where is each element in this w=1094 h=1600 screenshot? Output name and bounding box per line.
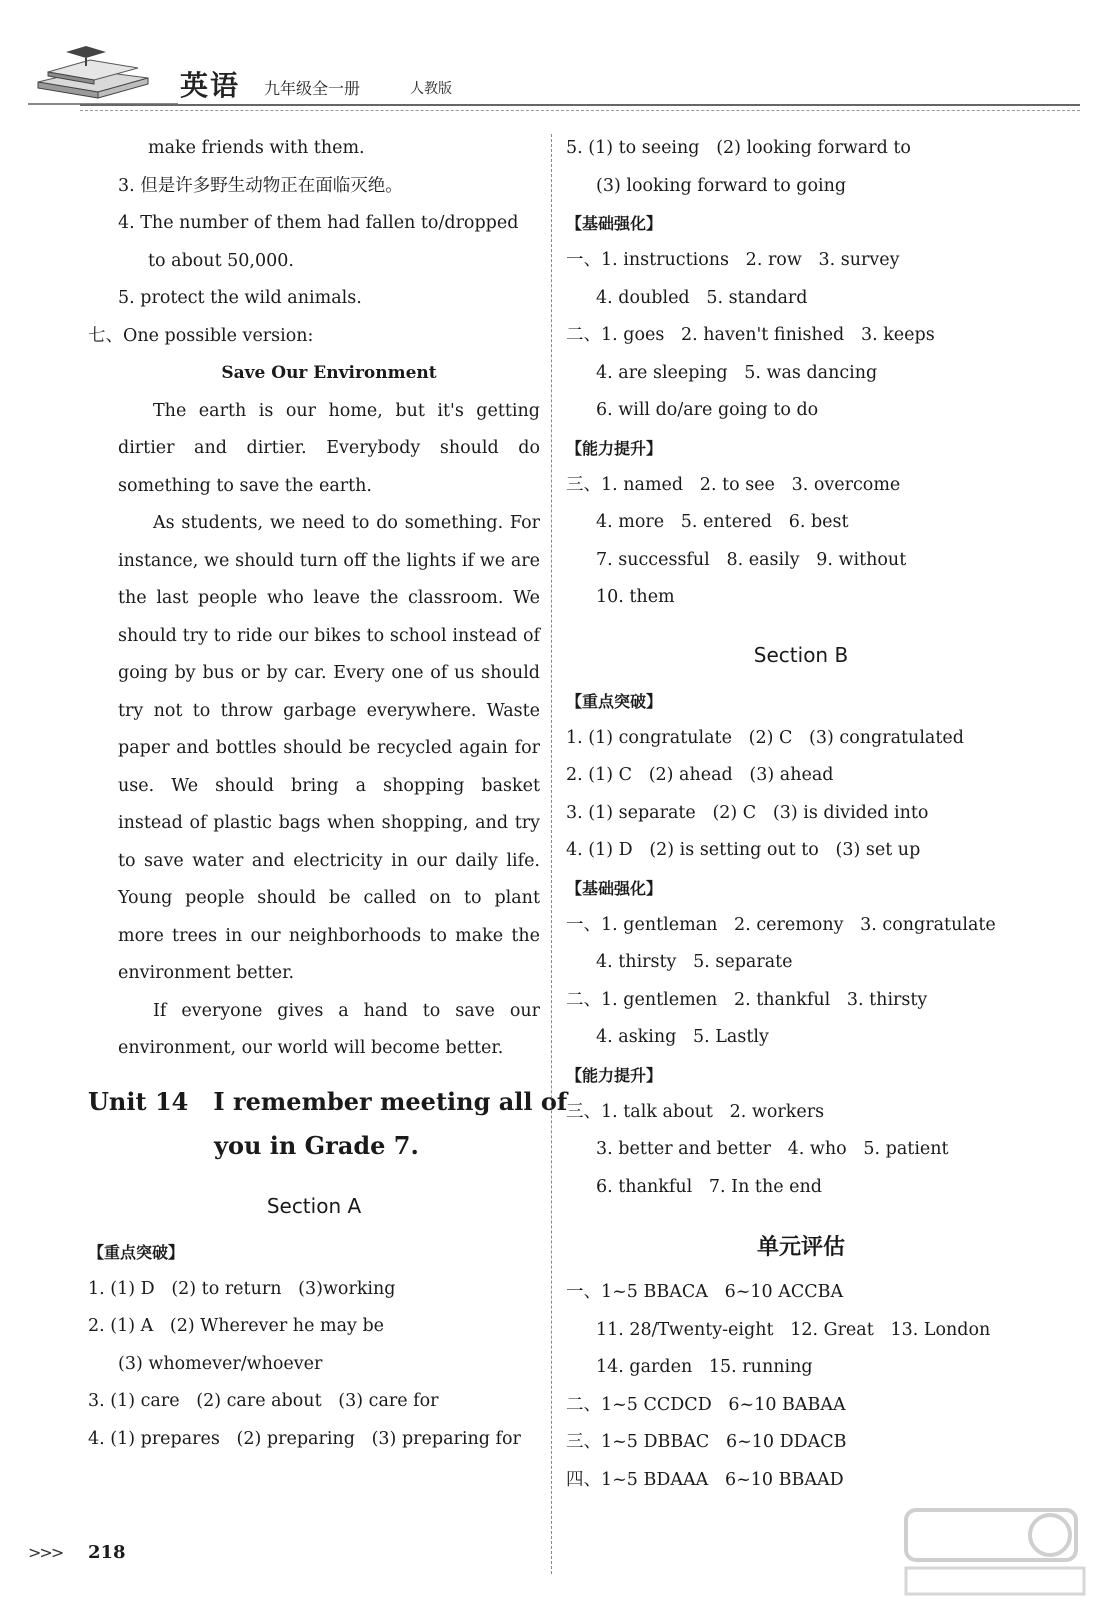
essay <box>88 355 540 1068</box>
unit-title-line2: you in Grade 7. <box>214 1130 419 1160</box>
tag-ability-improve: 【能力提升】 <box>566 438 663 458</box>
essay-paragraph: If everyone gives a hand to save our environment, our world will become better. <box>118 1000 540 1058</box>
section-b-heading: Section B <box>753 642 849 667</box>
grade-label: 九年级全一册 <box>264 79 361 98</box>
answer-line: 5. protect the wild animals. <box>118 288 362 308</box>
answer-line: 10. them <box>596 587 675 607</box>
header-rule <box>80 104 1080 106</box>
books-logo-icon <box>28 42 178 110</box>
answer-line: 四、1~5 BDAAA 6~10 BBAAD <box>566 1469 844 1490</box>
answer-line: (3) looking forward to going <box>596 175 847 196</box>
answer-line: 七、One possible version: <box>88 325 314 346</box>
page-number: 218 <box>88 1542 126 1563</box>
answer-line: 4. asking 5. Lastly <box>596 1027 769 1047</box>
answer-line: 三、1. named 2. to see 3. overcome <box>566 474 901 495</box>
answer-line: 3. (1) care (2) care about (3) care for <box>88 1391 439 1411</box>
unit-title-line1: Unit 14 I remember meeting all of <box>88 1086 568 1116</box>
answer-line: 4. are sleeping 5. was dancing <box>596 362 878 383</box>
answer-line: 6. will do/are going to do <box>596 400 819 420</box>
answer-line: 二、1. gentlemen 2. thankful 3. thirsty <box>566 989 928 1010</box>
answer-line: 4. more 5. entered 6. best <box>596 512 849 532</box>
tag-ability-improve: 【能力提升】 <box>566 1065 663 1085</box>
answer-line: 5. (1) to seeing (2) looking forward to <box>566 138 911 158</box>
answer-line: 1. (1) D (2) to return (3)working <box>88 1278 396 1299</box>
answer-line: 二、1~5 CCDCD 6~10 BABAA <box>566 1394 846 1415</box>
edition-label: 人教版 <box>410 81 452 97</box>
answer-line: 6. thankful 7. In the end <box>596 1176 822 1197</box>
answer-line: 14. garden 15. running <box>596 1357 813 1377</box>
answer-line: 2. (1) A (2) Wherever he may be <box>88 1316 385 1336</box>
answer-line: 4. thirsty 5. separate <box>596 952 793 972</box>
answer-line: 1. (1) congratulate (2) C (3) congratulated <box>566 727 964 748</box>
answer-line: 3. 但是许多野生动物正在面临灭绝。 <box>118 175 403 196</box>
answer-line: 4. doubled 5. standard <box>596 287 808 308</box>
answer-line: 7. successful 8. easily 9. without <box>596 549 907 570</box>
answer-line: 一、1. gentleman 2. ceremony 3. congratulate <box>566 914 996 935</box>
answer-line: 一、1~5 BBACA 6~10 ACCBA <box>566 1282 844 1302</box>
essay-paragraph: As students, we need to do something. For instance, we should turn off the lights if we are the last people who leave the classroom. We should try to ride our bikes to school instead of going by bus or by car. Every one of us should try not to throw garbage everywhere. Waste paper and bottles should be recycled again for use. We should bring a shopping basket instead of plastic bags when shopping, and try to save water and electricity in our daily life. Young people should be called on to plant more trees in our neighborhoods to make the environment better. <box>118 513 540 983</box>
subject-title: 英语 <box>180 69 241 102</box>
answer-line: 11. 28/Twenty-eight 12. Great 13. London <box>596 1319 991 1340</box>
essay-title: Save Our Environment <box>221 363 437 383</box>
answer-line: 二、1. goes 2. haven't finished 3. keeps <box>566 325 935 345</box>
tag-basic-strengthen: 【基础强化】 <box>566 214 663 233</box>
unit-evaluation-heading: 单元评估 <box>756 1234 845 1260</box>
tag-key-breakthrough: 【重点突破】 <box>88 1242 185 1262</box>
answer-line: 2. (1) C (2) ahead (3) ahead <box>566 765 834 785</box>
essay-paragraph: The earth is our home, but it's getting dirtier and dirtier. Everybody should do something to save the earth. <box>118 400 540 496</box>
answer-line: 4. The number of them had fallen to/dropped <box>118 213 519 233</box>
answer-line: 3. better and better 4. who 5. patient <box>596 1139 949 1159</box>
column-divider <box>551 134 552 1574</box>
header-rule-dashed <box>80 110 1080 111</box>
answer-line: make friends with them. <box>148 138 365 158</box>
answer-line: 4. (1) prepares (2) preparing (3) preparing for <box>88 1428 521 1449</box>
unit-title <box>88 1080 568 1168</box>
answer-line: 3. (1) separate (2) C (3) is divided into <box>566 802 929 823</box>
page-arrows-icon: >>> <box>28 1543 63 1562</box>
section-a-heading: Section A <box>266 1193 362 1218</box>
answer-line: 三、1. talk about 2. workers <box>566 1101 825 1122</box>
answer-line: 一、1. instructions 2. row 3. survey <box>566 250 900 270</box>
tag-basic-strengthen: 【基础强化】 <box>566 878 663 898</box>
tag-key-breakthrough: 【重点突破】 <box>566 691 663 711</box>
answer-line: 三、1~5 DBBAC 6~10 DDACB <box>566 1432 847 1452</box>
answer-line: to about 50,000. <box>148 250 294 271</box>
answer-line: (3) whomever/whoever <box>118 1353 323 1374</box>
watermark-logo-icon <box>900 1500 1090 1600</box>
page-header <box>0 0 1094 120</box>
answer-line: 4. (1) D (2) is setting out to (3) set up <box>566 840 921 860</box>
left-column <box>88 130 568 1458</box>
right-column <box>566 130 1036 1499</box>
